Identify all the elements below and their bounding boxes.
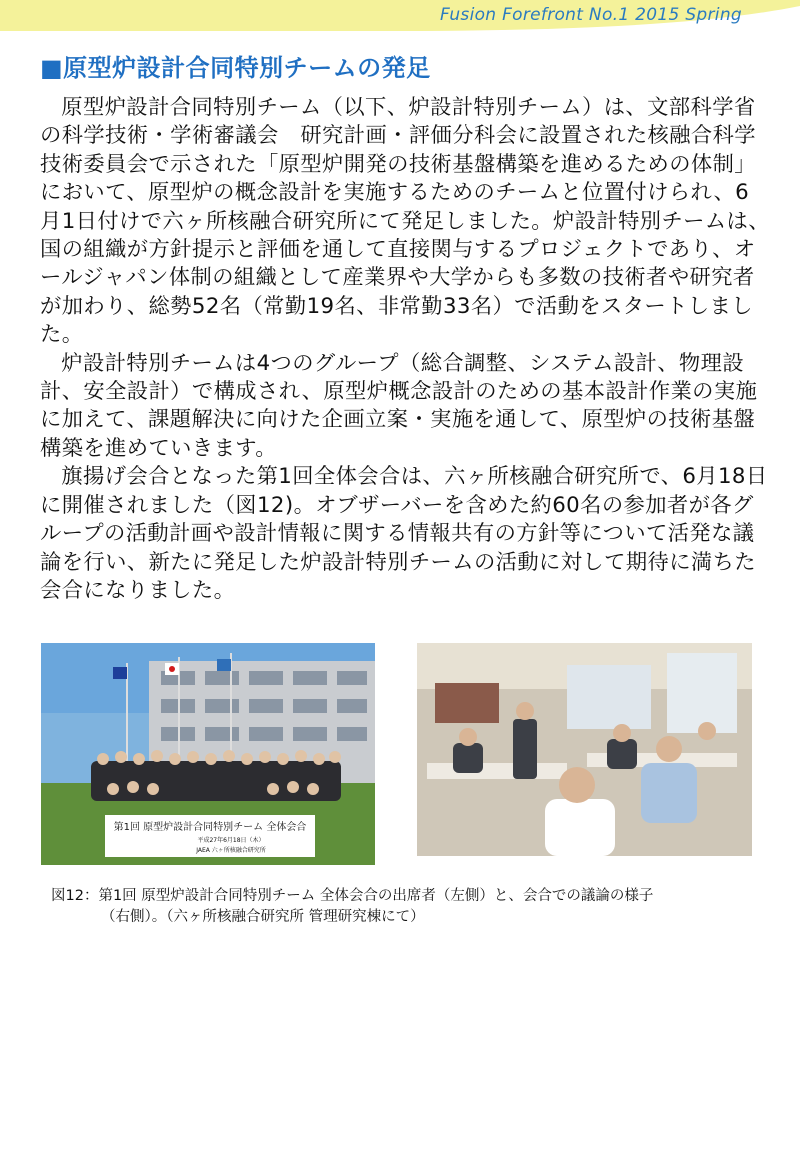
meeting-photo <box>417 643 752 856</box>
banner-line-2: 平成27年6月18日（木） <box>197 837 265 844</box>
paragraph-1: 原型炉設計合同特別チーム（以下、炉設計特別チーム）は、文部科学省の科学技術・学術審議会 研究計画・評価分科会に設置された核融合科学技術委員会で示された「原型炉開発の技術基盤構築を進めるための体制」において、原型炉の概念設計を実施するためのチームと位置付けられ、6月1日付けで六ヶ所核融合研究所にて発足しました。炉設計特別チームは、国の組織が方針提示と評価を通して直接関与するプロジェクトであり、オールジャパン体制の組織として産業界や大学からも多数の技術者や研究者が加わり、総勢52名（常勤19名、非常勤33名）で活動をスタートしました。 <box>40 95 770 348</box>
paragraph-2: 炉設計特別チームは4つのグループ（総合調整、システム設計、物理設計、安全設計）で構成され、原型炉概念設計のための基本設計作業の実施に加えて、課題解決に向けた企画立案・実施を通して、原型炉の技術基盤構築を進めていきます。 <box>40 350 758 461</box>
group-photo-illustration <box>41 643 375 865</box>
group-photo <box>41 643 375 865</box>
figure-caption <box>51 886 771 928</box>
banner-line-1: 第1回 原型炉設計合同特別チーム 全体会合 <box>113 822 307 833</box>
journal-header: Fusion Forefront No.1 2015 Spring <box>439 5 742 25</box>
article-body <box>40 94 770 605</box>
banner-line-3: JAEA 六ヶ所核融合研究所 <box>196 847 266 854</box>
caption-line-1: 図12：第1回 原型炉設計合同特別チーム 全体会合の出席者（左側）と、会合での議論の様子 <box>51 888 654 904</box>
paragraph-3: 旗揚げ会合となった第1回全体会合は、六ヶ所核融合研究所で、6月18日に開催されました（図12)。オブザーバーを含めた約60名の参加者が各グループの活動計画や設計情報に関する情報共有の方針等について活発な議論を行い、新たに発足した炉設計特別チームの活動に対して期待に満ちた会合になりました。 <box>40 464 768 603</box>
section-title: ■原型炉設計合同特別チームの発足 <box>40 54 431 82</box>
header-band <box>0 0 800 34</box>
meeting-photo-illustration <box>417 643 752 856</box>
caption-line-2: （右側）。（六ヶ所核融合研究所 管理研究棟にて） <box>101 909 425 925</box>
